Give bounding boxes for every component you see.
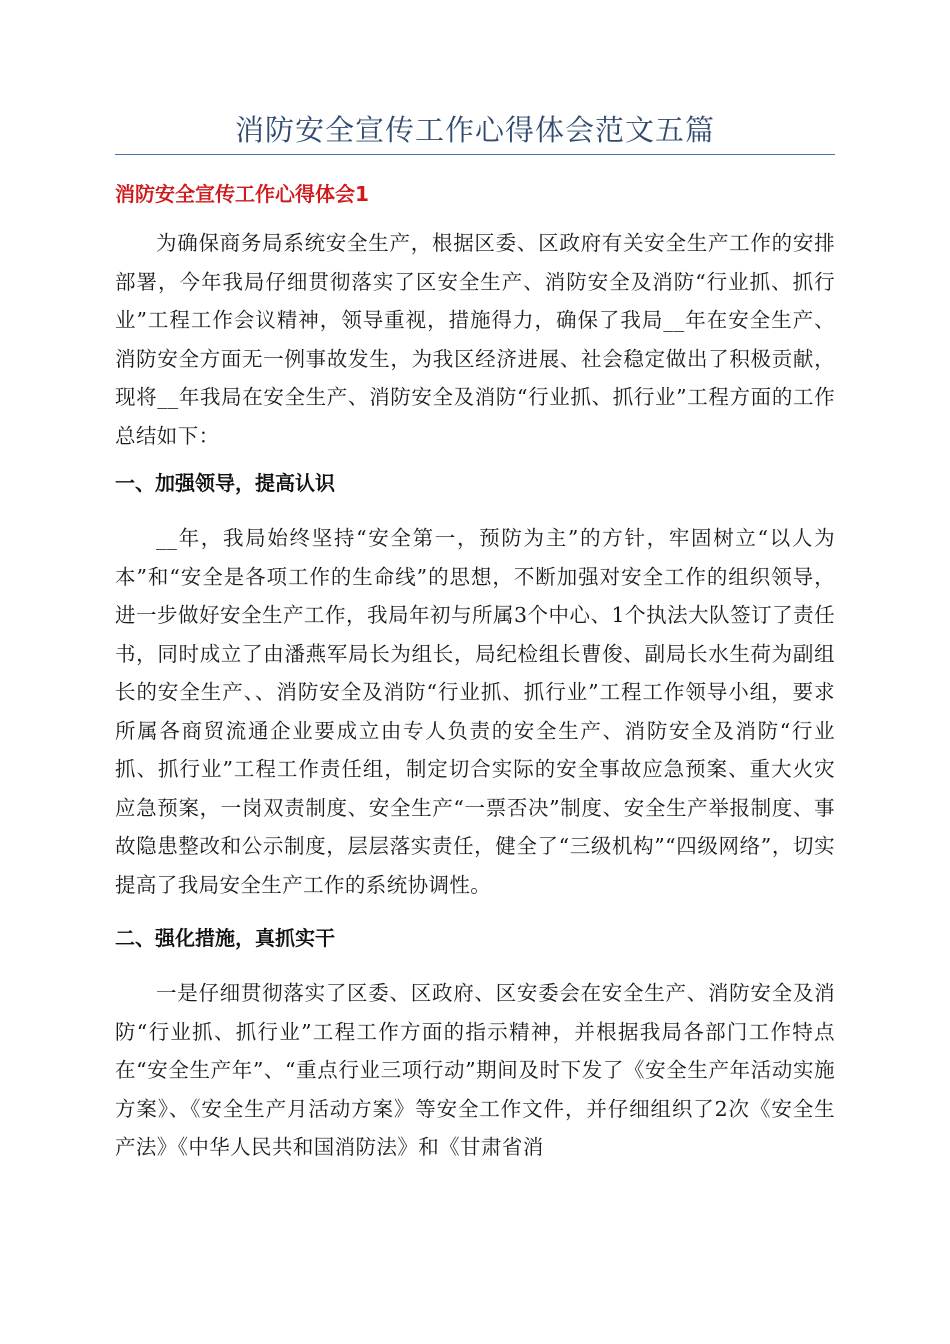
document-title: 消防安全宣传工作心得体会范文五篇 (234, 113, 715, 147)
document-body (115, 172, 835, 1167)
body-paragraph-2: __年，我局始终坚持“安全第一，预防为主”的方针，牢固树立“以人为本”和“安全是各项工作的生命线”的思想，不断加强对安全工作的组织领导，进一步做好安全生产工作，我局年初与所属3个中心、1个执法大队签订了责任书，同时成立了由潘燕军局长为组长，局纪检组长曹俊、副局长水生荷为副组长的安全生产、、消防安全及消防“行业抓、抓行业”工程工作领导小组，要求所属各商贸流通企业要成立由专人负责的安全生产、消防安全及消防“行业抓、抓行业”工程工作责任组，制定切合实际的安全事故应急预案、重大火灾应急预案，一岗双责制度、安全生产“一票否决”制度、安全生产举报制度、事故隐患整改和公示制度，层层落实责任，健全了“三级机构”“四级网络”，切实提高了我局安全生产工作的系统协调性。 (115, 526, 835, 897)
body-paragraph-3: 一是仔细贯彻落实了区委、区政府、区安委会在安全生产、消防安全及消防“行业抓、抓行业”工程工作方面的指示精神，并根据我局各部门工作特点在“安全生产年”、“重点行业三项行动”期间及时下发了《安全生产年活动实施方案》、《安全生产月活动方案》等安全工作文件，并仔细组织了2次《安全生产法》《中华人民共和国消防法》和《甘肃省消 (115, 981, 835, 1159)
subheading-2: 二、强化措施，真抓实干 (115, 926, 335, 950)
title-underline (115, 154, 835, 155)
section-heading: 消防安全宣传工作心得体会1 (115, 182, 369, 206)
subheading-1: 一、加强领导，提高认识 (115, 471, 335, 495)
body-paragraph-1: 为确保商务局系统安全生产，根据区委、区政府有关安全生产工作的安排部署，今年我局仔细贯彻落实了区安全生产、消防安全及消防“行业抓、抓行业”工程工作会议精神，领导重视，措施得力，确保了我局__年在安全生产、消防安全方面无一例事故发生，为我区经济进展、社会稳定做出了积极贡献，现将__年我局在安全生产、消防安全及消防“行业抓、抓行业”工程方面的工作总结如下： (115, 231, 835, 448)
